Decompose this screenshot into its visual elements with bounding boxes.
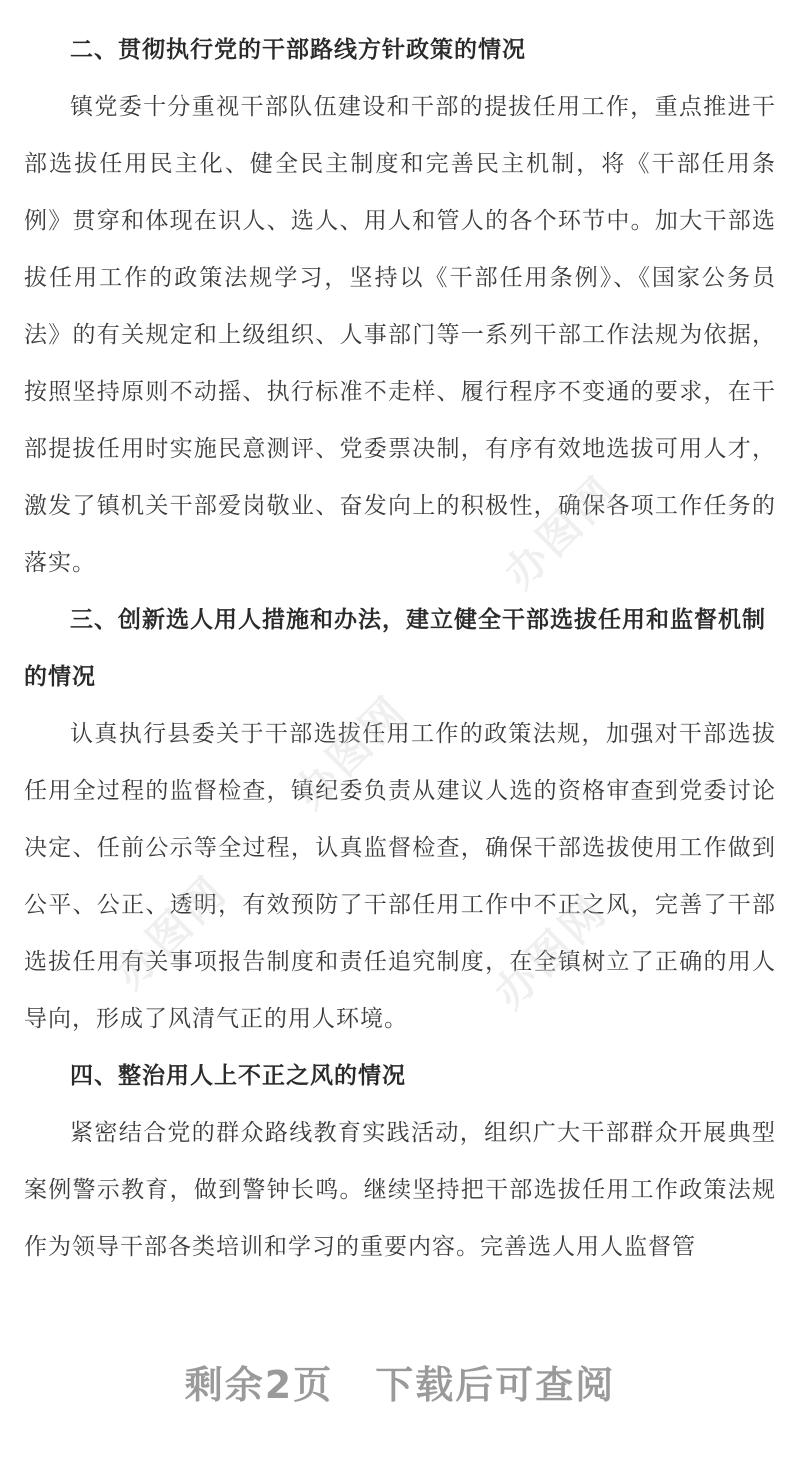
document-body (24, 22, 776, 1276)
remaining-pages-label: 剩余2页 (184, 1363, 334, 1407)
watermark: 办图网 (104, 865, 237, 998)
section-heading-4: 四、整治用人上不正之风的情况 (70, 1063, 406, 1089)
watermark: 办图网 (494, 465, 627, 598)
section-paragraph-4: 紧密结合党的群众路线教育实践活动，组织广大干部群众开展典型案例警示教育，做到警钟长鸣。继续坚持把干部选拔任用工作政策法规作为领导干部各类培训和学习的重要内容。完善选人用人监督管 (24, 1120, 776, 1260)
section-paragraph-3: 认真执行县委关于干部选拔任用工作的政策法规，加强对干部选拔任用全过程的监督检查，镇纪委负责从建议人选的资格审查到党委讨论决定、任前公示等全过程，认真监督检查，确保干部选拔使用工作做到公平、公正、透明，有效预防了干部任用工作中不正之风，完善了干部选拔任用有关事项报告制度和责任追究制度，在全镇树立了正确的用人导向，形成了风清气正的用人环境。 (24, 721, 776, 1032)
watermark: 办图网 (284, 685, 417, 818)
download-to-view-label: 下载后可查阅 (375, 1363, 616, 1407)
download-prompt[interactable] (0, 1354, 800, 1409)
section-heading-2: 二、贯彻执行党的干部路线方针政策的情况 (70, 37, 526, 63)
section-heading-3: 三、创新选人用人措施和办法，建立健全干部选拔任用和监督机制的情况 (24, 607, 766, 690)
section-paragraph-2: 镇党委十分重视干部队伍建设和干部的提拔任用工作，重点推进干部选拔任用民主化、健全民主制度和完善民主机制，将《干部任用条例》贯穿和体现在识人、选人、用人和管人的各个环节中。加大干部选拔任用工作的政策法规学习，坚持以《干部任用条例》、《国家公务员法》的有关规定和上级组织、人事部门等一系列干部工作法规为依据，按照坚持原则不动摇、执行标准不走样、履行程序不变通的要求，在干部提拔任用时实施民意测评、党委票决制，有序有效地选拔可用人才，激发了镇机关干部爱岗敬业、奋发向上的积极性，确保各项工作任务的落实。 (24, 94, 776, 576)
watermark: 办图网 (484, 885, 617, 1018)
